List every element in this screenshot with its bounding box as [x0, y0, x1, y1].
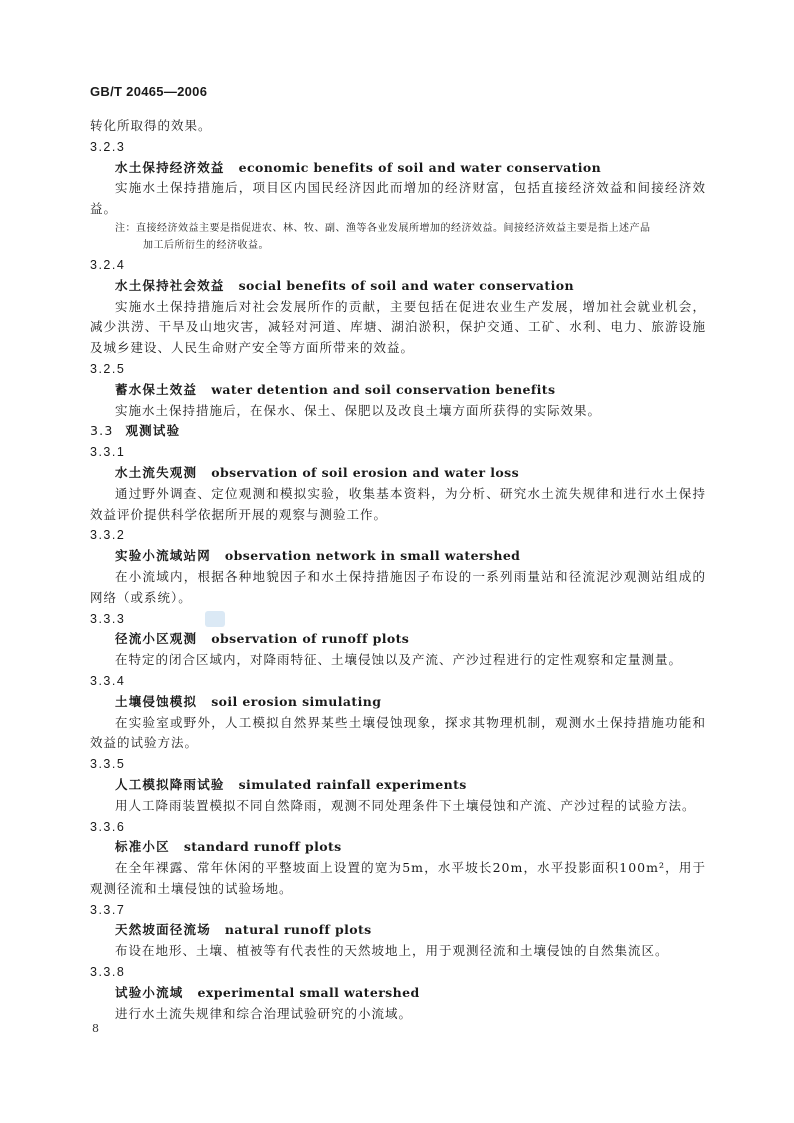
term-definition: 通过野外调查、定位观测和模拟实验，收集基本资料，为分析、研究水土流失规律和进行水土保持效益评价提供科学依据所开展的观察与测验工作。 — [90, 485, 706, 522]
term-heading — [90, 380, 706, 401]
term-en: observation of runoff plots — [211, 631, 410, 647]
standard-code-header: GB/T 20465—2006 — [90, 84, 208, 99]
intro-text: 转化所取得的效果。 — [90, 118, 212, 133]
term-heading — [90, 629, 706, 650]
term-heading — [90, 920, 706, 941]
term-en: observation of soil erosion and water loss — [211, 464, 520, 480]
note-line-1: 注：直接经济效益主要是指促进农、林、牧、副、渔等各业发展所增加的经济效益。间接经济效益主要是指上述产品 — [115, 222, 651, 234]
section-title: 观测试验 — [125, 423, 181, 439]
term-en: natural runoff plots — [224, 922, 372, 938]
clause-number: 3.3.6 — [90, 819, 126, 834]
page-number: 8 — [92, 1022, 99, 1035]
term-heading — [90, 546, 706, 567]
clause-number: 3.3.1 — [90, 445, 126, 460]
section-heading — [90, 421, 706, 442]
note-line-2: 加工后所衍生的经济收益。 — [143, 240, 269, 252]
term-zh: 水土保持经济效益 — [115, 159, 225, 175]
term-definition: 在实验室或野外，人工模拟自然界某些土壤侵蚀现象，探求其物理机制，观测水土保持措施功能和效益的试验方法。 — [90, 714, 706, 751]
term-zh: 蓄水保土效益 — [115, 381, 198, 397]
term-definition: 进行水土流失规律和综合治理试验研究的小流域。 — [115, 1005, 413, 1021]
term-definition: 实施水土保持措施后，项目区内国民经济因此而增加的经济财富，包括直接经济效益和间接经济效益。 — [90, 180, 706, 217]
term-zh: 天然坡面径流场 — [115, 922, 211, 938]
term-definition: 实施水土保持措施后，在保水、保土、保肥以及改良土壤方面所获得的实际效果。 — [115, 402, 602, 418]
term-heading — [90, 158, 706, 179]
term-definition: 实施水土保持措施后对社会发展所作的贡献，主要包括在促进农业生产发展，增加社会就业机会，减少洪涝、干旱及山地灾害，减轻对河道、库塘、湖泊淤积，保护交通、工矿、水利、电力、旅游设施及城乡建设、人民生命财产安全等方面所带来的效益。 — [90, 298, 706, 356]
term-zh: 标准小区 — [115, 839, 170, 855]
term-en: social benefits of soil and water conservation — [238, 277, 574, 293]
term-definition: 布设在地形、土壤、植被等有代表性的天然坡地上，用于观测径流和土壤侵蚀的自然集流区。 — [115, 943, 669, 959]
clause-number: 3.3.8 — [90, 965, 126, 980]
term-heading — [90, 983, 706, 1004]
clause-number: 3.2.5 — [90, 361, 126, 376]
clause-number: 3.3.3 — [90, 611, 126, 626]
section-number: 3.3 — [90, 423, 114, 439]
clause-number: 3.3.2 — [90, 528, 126, 543]
term-en: simulated rainfall experiments — [238, 776, 467, 792]
term-definition: 在特定的闭合区域内，对降雨特征、土壤侵蚀以及产流、产沙过程进行的定性观察和定量测量。 — [115, 652, 683, 668]
term-heading — [90, 692, 706, 713]
term-heading — [90, 276, 706, 297]
term-en: economic benefits of soil and water conservation — [238, 159, 602, 175]
clause-number: 3.2.3 — [90, 139, 126, 154]
term-zh: 水土保持社会效益 — [115, 277, 225, 293]
term-zh: 实验小流域站网 — [115, 548, 211, 564]
term-zh: 土壤侵蚀模拟 — [115, 693, 198, 709]
term-heading — [90, 775, 706, 796]
term-zh: 水土流失观测 — [115, 464, 198, 480]
term-heading — [90, 837, 706, 858]
term-note — [90, 220, 706, 255]
term-zh: 径流小区观测 — [115, 631, 198, 647]
document-body — [90, 116, 706, 1024]
clause-number: 3.3.7 — [90, 902, 126, 917]
term-definition: 用人工降雨装置模拟不同自然降雨，观测不同处理条件下土壤侵蚀和产流、产沙过程的试验方法。 — [115, 797, 696, 813]
clause-number: 3.3.5 — [90, 757, 126, 772]
term-en: standard runoff plots — [183, 839, 342, 855]
term-en: soil erosion simulating — [211, 693, 382, 709]
term-definition: 在小流域内，根据各种地貌因子和水土保持措施因子布设的一系列雨量站和径流泥沙观测站组成的网络（或系统）。 — [90, 568, 706, 605]
clause-number: 3.3.4 — [90, 673, 126, 688]
term-heading — [90, 463, 706, 484]
clause-number: 3.2.4 — [90, 257, 126, 272]
term-en: observation network in small watershed — [224, 548, 521, 564]
term-en: experimental small watershed — [197, 984, 420, 1000]
term-zh: 人工模拟降雨试验 — [115, 776, 225, 792]
term-zh: 试验小流域 — [115, 984, 184, 1000]
term-definition: 在全年裸露、常年休闲的平整坡面上设置的宽为5m，水平坡长20m，水平投影面积100m²，用于观测径流和土壤侵蚀的试验场地。 — [90, 860, 706, 896]
term-en: water detention and soil conservation benefits — [211, 381, 556, 397]
watermark-stamp — [205, 611, 225, 627]
